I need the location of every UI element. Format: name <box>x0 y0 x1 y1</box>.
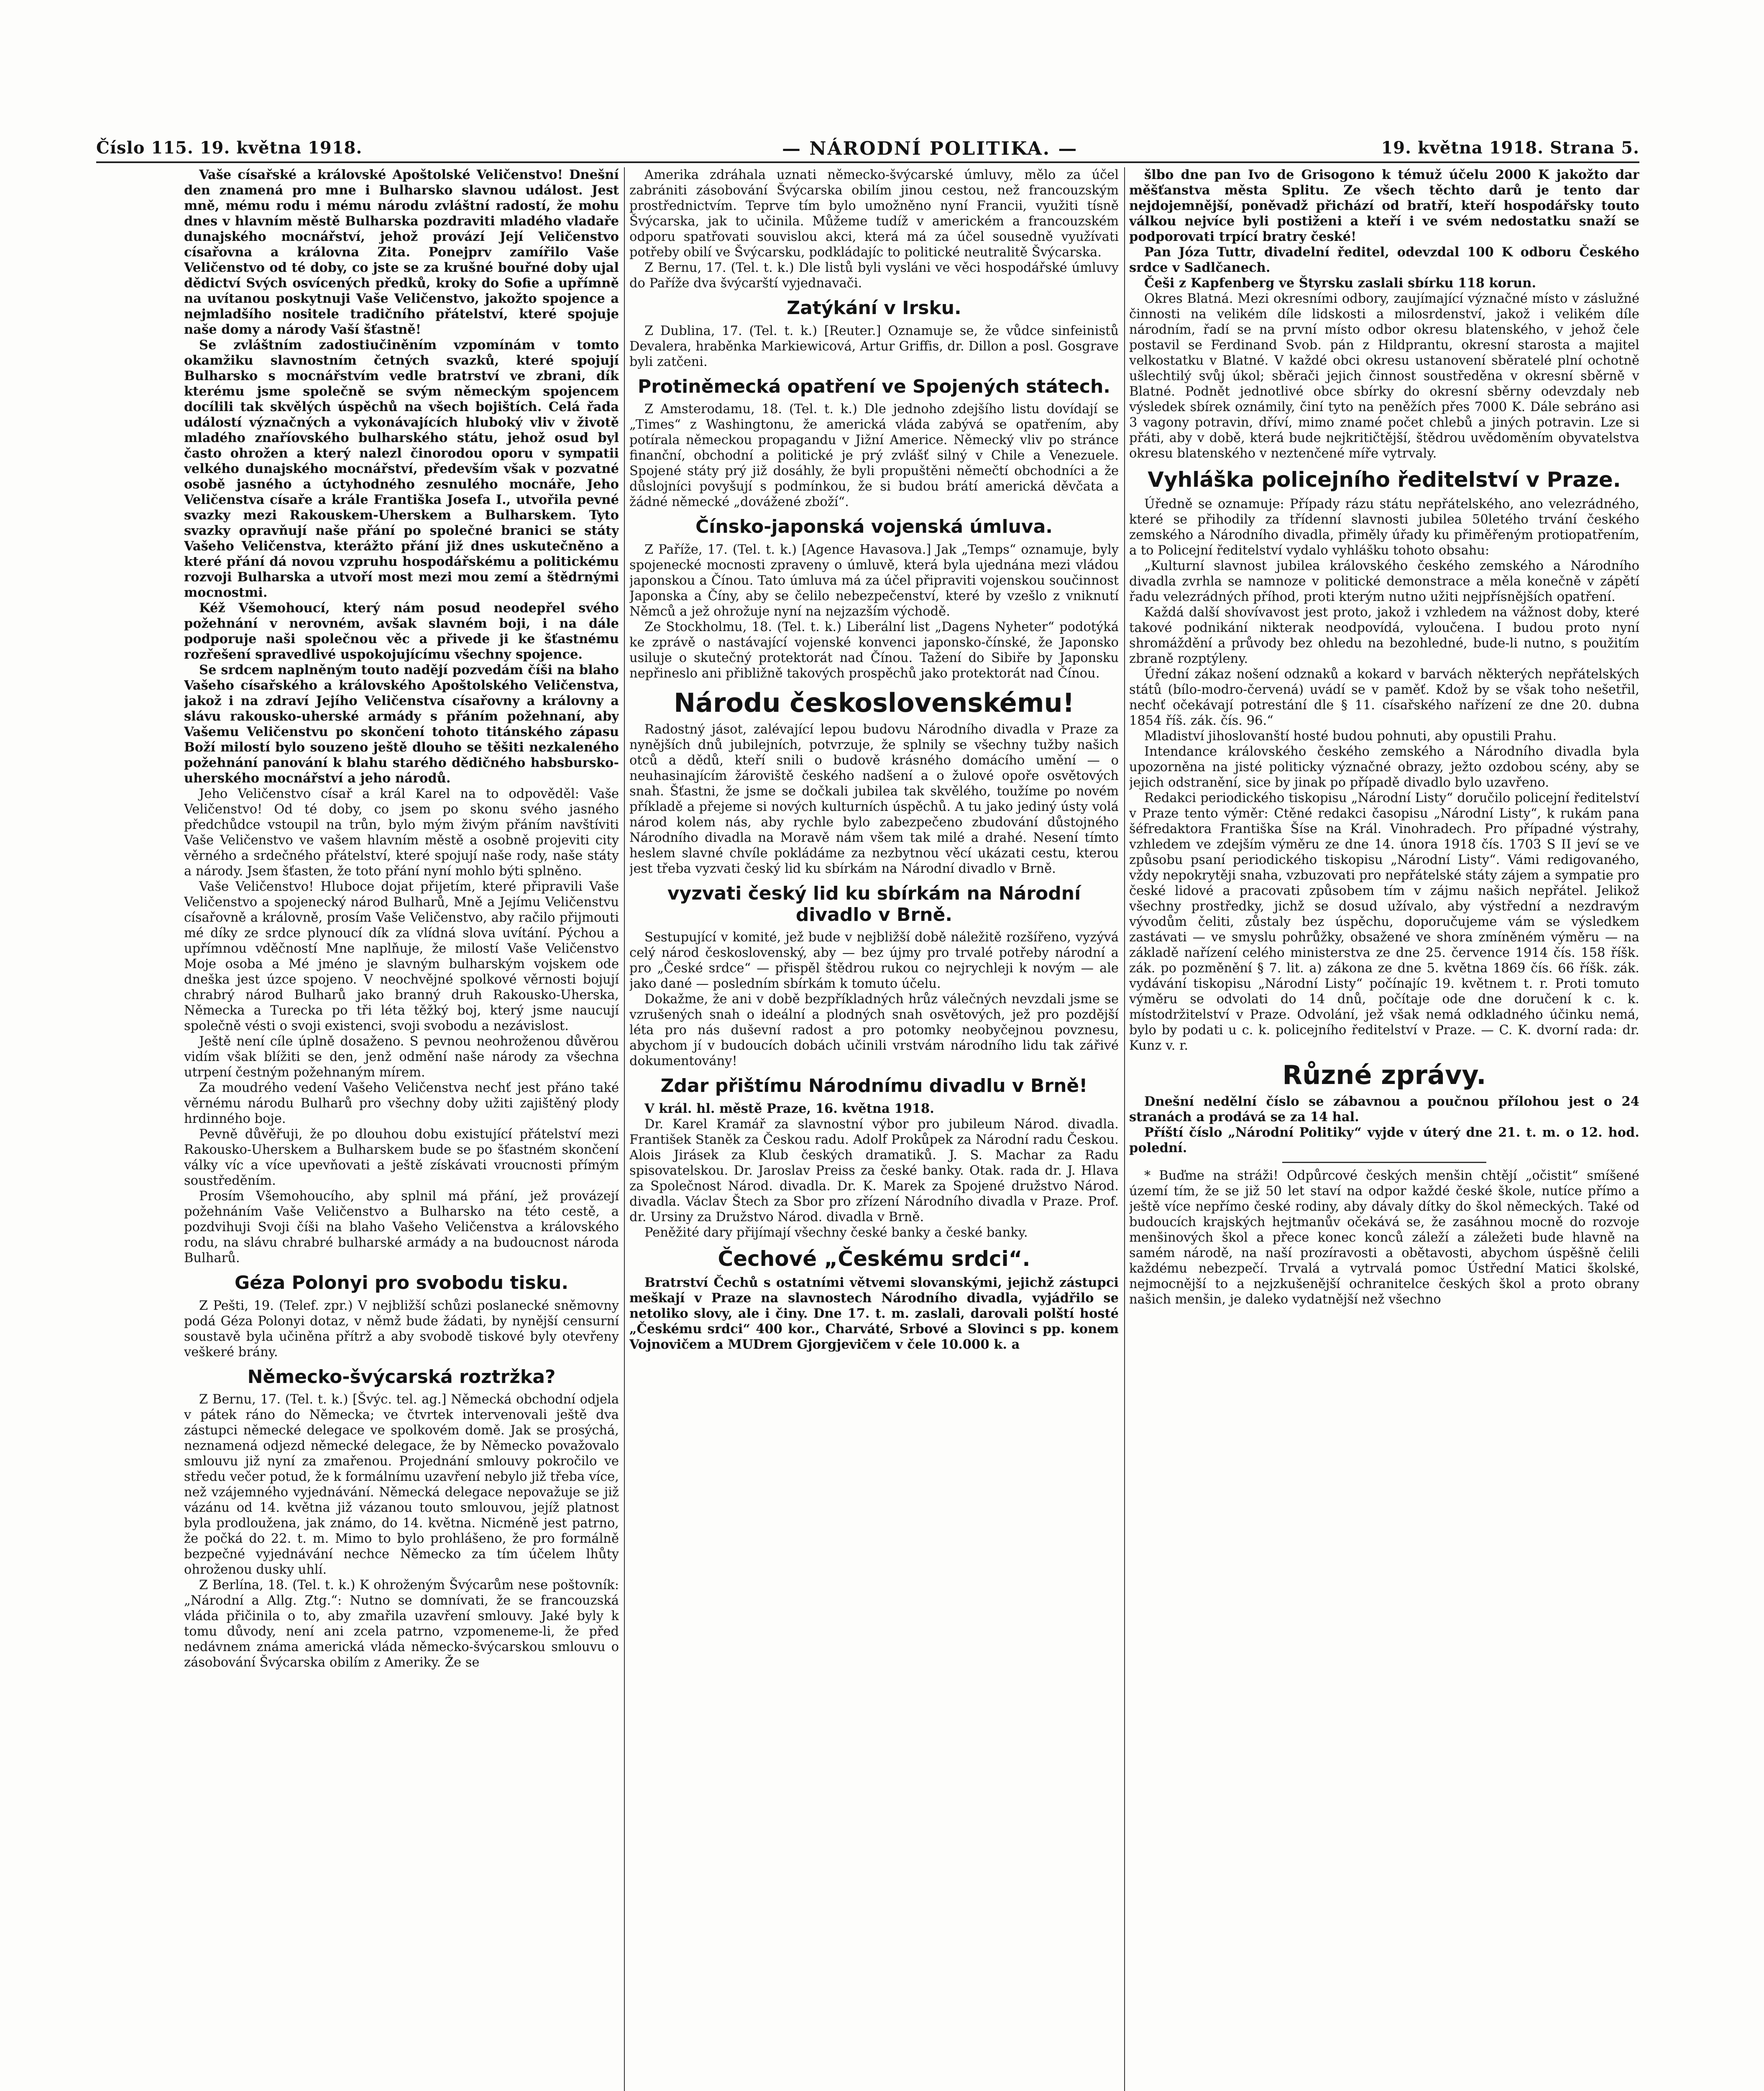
article-paragraph: Vaše Veličenstvo! Hluboce dojat přijetím, které připravili Vaše Veličenstvo a spojenecký národ Bulharů, Mně a Jejímu Veličenstvu císařovně a královně, prosím Vaše Veličenstvo, aby račilo přijmouti mé díky ze srdce plynoucí dík za vlídná slova uvítání. Pýchou a upřímnou vděčností Mne naplňuje, že milostí Vaše Veličenstvo Moje osoba a Mé jméno je slavným bulharským vojskem ode dneška jest úzce spojeno. V neochvějné spolkové věrnosti bojují chrabrý národ Bulharů jako branný druh Rakousko-Uherska, Německa a Turecka po tři léta těžký boj, který jsme naucují společně vésti o svoji existenci, svoji svobodu a nezávislost. <box>184 879 619 1033</box>
article-headline: Zdar přištímu Národnímu divadlu v Brně! <box>660 1075 1088 1097</box>
column-divider <box>1124 167 1125 2091</box>
article-paragraph: Sestupující v komité, jež bude v nejbližší době náležitě rozšířeno, vyzývá celý národ československý, aby — bez újmy pro trvalé potřeby národní a pro „České srdce“ — přispěl štědrou rukou co nejrychleji k novým — ale jako dané — posledním sbírkám k tomuto účelu. <box>629 930 1119 992</box>
article-paragraph: Ještě není cíle úplně dosaženo. S pevnou neohroženou důvěrou vidím však blížiti se den, jenž odmění naše národy za všechna utrpení čestným požehnaným mírem. <box>184 1034 619 1080</box>
article-headline: Čechové „Českému srdci“. <box>718 1246 1030 1271</box>
article-headline: Vyhláška policejního ředitelství v Praze. <box>1148 468 1621 492</box>
page-date-number: 19. května 1918. Strana 5. <box>1381 138 1639 158</box>
article-paragraph: Pan Józa Tuttr, divadelní ředitel, odevzdal 100 K odboru Českého srdce v Sadlčanech. <box>1129 245 1639 275</box>
article-paragraph: Se srdcem naplněným touto nadějí pozvedám číši na blaho Vašeho císařského a královského Apoštolského Veličenstva, jakož i na zdraví Jejího Veličenstva císařovny a královny a slávu rakousko-uherské armády s přáním požehnaní, aby Vašemu Veličenstvu po skončení tohoto titánského zápasu Boží milostí bylo souzeno ještě dlouho se těšiti nezkaleného požehnání panování k blahu starého dědičného habsbursko-uherského mocnářství a jeho národů. <box>184 662 619 786</box>
article-paragraph: V král. hl. městě Praze, 16. května 1918. <box>644 1101 934 1116</box>
article-paragraph: Kéž Všemohoucí, který nám posud neodepřel svého požehnání v nerovném, avšak slavném boji, i na dále podporuje naši společnou věc a přivede ji ke šťastnému rozřešení spravedlivé uspokojujícímu všechny spojence. <box>184 601 619 662</box>
article-paragraph: Jeho Veličenstvo císař a král Karel na to odpověděl: Vaše Veličenstvo! Od té doby, co jsem po skonu svého jasného předchůdce vstoupil na trůn, bylo mým živým přáním navštíviti Vaše Veličenstvo ve vašem hlavním městě a osobně projeviti city věrného a srdečného přátelství, které spojují naše rody, naše státy a národy. Jsem šťasten, že toto přání nyní mohlo býti splněno. <box>184 787 619 879</box>
article-paragraph: Příští číslo „Národní Politiky“ vyjde v úterý dne 21. t. m. o 12. hod. polední. <box>1129 1125 1639 1155</box>
article-headline: vyzvati český lid ku sbírkám na Národní divadlo v Brně. <box>667 883 1081 925</box>
article-headline: Německo-švýcarská roztržka? <box>247 1366 556 1388</box>
article-paragraph: Se zvláštním zadostiučiněním vzpomínám v tomto okamžiku slavnostním četných svazků, které spojují Bulharsko s mocnářstvím vedle bratrství ve zbrani, dík kterému jsme společně se svým německým spojencem docílili tak skvělých úspěchů na všech bojištích. Celá řada událostí význačných a vykonávajících hluboký vliv v životě mladého znaříovského bulharského státu, jehož osud byl často ohrožen a který nalezl činorodou oporu v sympatii velkého dunajského mocnářství, především však v pozvatné osobě jasného a úctyhodného zesnulého mocnáře, Jeho Veličenstva císaře a krále Františka Josefa I., utvořila pevné svazky mezi Rakouskem-Uherskem a Bulharskem. Tyto svazky opravňují naše přání po společné branici se státy Vašeho Veličenstva, kterážto přání již dnes uskutečněno a které přání dá novou vzpruhu hospodářskému a politickému rozvoji Bulharska a utvoří most mezi mou zemí a štědrnými mocnostmi. <box>184 337 619 600</box>
newspaper-title: — NÁRODNÍ POLITIKA. — <box>782 138 1078 159</box>
article-paragraph: Každá další shovívavost jest proto, jakož i vzhledem na vážnost doby, které takové podnikání nikterak neodpovídá, vyloučena. I budou proto nyní shromáždění a průvody bez ohledu na bezohledné, bude-li nutno, s použitím zbraně rozptýleny. <box>1129 605 1639 666</box>
article-paragraph: „Kulturní slavnost jubilea královského českého zemského a Národního divadla zvrhla se namnoze v politické demonstrace a měla konečně v zápětí řadu velezrádných příhod, proti kterým nutno užiti nejpřísnějších opatření. <box>1129 558 1639 604</box>
article-paragraph: Amerika zdráhala uznati německo-švýcarské úmluvy, mělo za účel zabrániti zásobování Švýcarska obilím jinou cestou, než francouzským prostřednictvím. Teprve tím bylo umožněno nyní Francii, využiti tísně Švýcarska, jak to učinila. Můžeme tudíž v americkém a francouzském odporu spatřovati souvislou akci, která má za účel sousedně využívati potřeby obilí ve Švýcarsku, podkládajíc to politické neutralitě Švýcarska. <box>629 168 1119 260</box>
article-paragraph: Z Pešti, 19. (Telef. zpr.) V nejbližší schůzi poslanecké sněmovny podá Géza Polonyi dotaz, v němž bude žádati, by nynější censurní soustavě byla učiněna přítrž a aby svobodě tiskové byly otevřeny veškeré brány. <box>184 1298 619 1360</box>
column-divider <box>624 167 625 2091</box>
article-paragraph: Pevně důvěřuji, že po dlouhou dobu existující přátelství mezi Rakousko-Uherskem a Bulharskem bude se po šťastném skončení války víc a více upevňovati a ještě získávati vroucnosti přímým soustředěním. <box>184 1127 619 1188</box>
article-paragraph: Ze Stockholmu, 18. (Tel. t. k.) Liberální list „Dagens Nyheter“ podotýká ke zprávě o nastávající vojenské konvenci japonsko-čínské, že Japonsko usiluje o skutečný protektorát nad Čínou. Tažení do Sibiře by Japonsku nepřineslo ani přibližně takových prospěchů jako protektorát nad Čínou. <box>629 619 1119 681</box>
article-paragraph: Mladiství jihoslovanští hosté budou pohnuti, aby opustili Prahu. <box>1144 729 1557 744</box>
article-paragraph: Úředně se oznamuje: Případy rázu státu nepřátelského, ano velezrádného, které se přihodily za třídenní slavnosti jubilea 50letého trvání českého zemského a Národního divadla, přiměly úřady ku přiměřeným protiopatřením, a to Policejní ředitelství vydalo vyhlášku tohoto obsahu: <box>1129 496 1639 558</box>
column-2 <box>629 167 1119 2091</box>
article-headline: Čínsko-japonská vojenská úmluva. <box>695 516 1053 538</box>
article-paragraph: Z Bernu, 17. (Tel. t. k.) Dle listů byli vysláni ve věci hospodářské úmluvy do Paříže dva švýcarští vyjednavači. <box>629 261 1119 291</box>
article-paragraph: Češi z Kapfenberg ve Štyrsku zaslali sbírku 118 korun. <box>1144 276 1536 291</box>
article-paragraph: Redakci periodického tiskopisu „Národní Listy“ doručilo policejní ředitelství v Praze tento výměr: Ctěné redakci časopisu „Národní Listy“, k rukám pana šéfredaktora Františka Šíse na Král. Vinohradech. Pro případné výstrahy, vzhledem ve zdejším výměru ze dne 14. února 1918 čís. 1703 S II jeví se ve způsobu psaní periodického tiskopisu „Národní Listy“. Vámi redigovaného, vždy nepokrytěji snaha, vzbuzovati pro nepřátelské státy zájem a sympatie pro české lidové a pracovati způsobem tím v zájmu našich nepřátel. Jelikož všechny prostředky, jichž se dosud užívalo, aby výstřední a nezdravým vývodům čeliti, zůstaly bez úspěchu, doporučujeme vám se výsledkem zastávati — ve smyslu pohrůžky, obsažené ve shora zmíněném výměru — na základě nařízení celého ministerstva ze dne 25. července 1914 čís. 158 říšk. zák. po pozměnění § 7. lit. a) zákona ze dne 5. května 1869 čís. 66 říšk. zák. vydávání tiskopisu „Národní Listy“ počínajíc 19. květnem t. r. Proti tomuto výměru se odvolati do 14 dnů, počítaje ode dne doručení k c. k. místodržitelství v Praze. Odvolání, jež však nemá odkladného účinku nemá, bylo by podati u c. k. policejního ředitelství v Praze. — C. K. dvorní rada: dr. Kunz v. r. <box>1129 790 1639 1053</box>
article-paragraph: Okres Blatná. Mezi okresními odbory, zaujímající význačné místo v záslužné činnosti na velikém díle lidskosti a milosrdenství, jakož i velikém díle národním, řadí se na první místo odbor okresu blatenského, v jehož čele postavil se Ferdinand Svob. pán z Hildprantu, okresní starosta a majitel velkostatku v Blatné. V každé obci okresu ustanovení sběratelé plní ochotně ušlechtilý svůj úkol; sběrači jejich činnost soustředěna v okresní sběrně v Blatné. Podnět jednotlivé obce sbírky do okresní sběrny odevzdaly neb výsledek sbírek oznámily, činí tyto na peněžích přes 7000 K. Dále sebráno asi 3 vagony potravin, dříví, mimo znamé počet chlebů a jiných potravin. Lze si přáti, aby v době, která bude nejkritičtější, štědrou uvědoměním obyvatelstva okresu blatenského v neztenčené míře vytrvaly. <box>1129 291 1639 461</box>
article-paragraph: Radostný jásot, zalévající lepou budovu Národního divadla v Praze za nynějších dnů jubilejních, potvrzuje, že splnily se všechny tužby našich otců a dědů, kteří snili o budově krásného domácího umění — o neuhasinajícím žároviště českého nadšení a o žulové opoře osvětových snah. Šťastni, že jsme se dočkali jubilea tak skvělého, toužíme po novém příkladě a přejeme si nových kulturních úspěchů. A tu jako jediný ústy volá národ kolem nás, aby rychle bylo zabezpečeno zbudování důstojného Národního divadla na Moravě nám všem tak milé a drahé. Nesení tímto heslem slavné chvíle pokládáme za nezbytnou věcí ukázati cestu, kterou jest třeba vyzvati český lid ku sbírkám na Národní divadlo v Brně. <box>629 722 1119 877</box>
article-headline: Géza Polonyi pro svobodu tisku. <box>234 1272 569 1293</box>
article-paragraph: Za moudrého vedení Vašeho Veličenstva nechť jest přáno také věrnému národu Bulharů pro všechny doby užiti zajištěný plody hrdinného boje. <box>184 1081 619 1126</box>
masthead <box>96 138 1639 168</box>
article-headline: Národu československému! <box>674 687 1074 718</box>
section-separator <box>1282 1162 1486 1163</box>
masthead-rule <box>96 161 1639 163</box>
article-headline: Zatýkání v Irsku. <box>787 297 961 319</box>
article-paragraph: * Buďme na stráži! Odpůrcové českých menšin chtějí „očistit“ smíšené území tím, že se již 50 let staví na odpor každé české škole, nutíce přímo a ještě více nepřímo české rodiny, aby dávaly dítky do škol německých. Také od budoucích krajských hejtmanův očekává se, že zasáhnou mocně do rozvoje menšinových škol a přece konec konců záleží a záležeti bude hlavně na samém národě, na naší prozíravosti a obětavosti, abychom úspěšně čelili každému nebezpečí. Trvalá a vytrvalá pomoc Ústřední Matici školské, nejmocnější to a nejzkušenější ochranitelce českých škol a proto obrany našich menšin, je daleko vydatnější než všechno <box>1129 1168 1639 1307</box>
article-paragraph: Prosím Všemohoucího, aby splnil má přání, jež provázejí požehnáním Vaše Veličenstvo a Bulharsko na této cestě, a pozdvihuji Svoji číši na blaho Vašeho Veličenstva a královského rodu, na slávu chrabré bulharské armády a na budoucnost národa Bulharů. <box>184 1189 619 1265</box>
article-paragraph: Z Berlína, 18. (Tel. t. k.) K ohroženým Švýcarům nese poštovník: „Národní a Allg. Ztg.“: Nutno se domnívati, že se francouzská vláda přičinila o to, aby zmařila uzavření smlouvy. Jaké byly k tomu důvody, není ani zcela patrno, vzpomeneme-li, že před nedávnem známa americká vláda německo-švýcarskou smlouvu o zásobování Švýcarska obilím z Ameriky. Že se <box>184 1578 619 1670</box>
article-paragraph: Dokažme, že ani v době bezpříkladných hrůz válečných nevzdali jsme se vzrušených snah o ideální a plodných snah osvětových, jež pro pozdější léta pro nás duševní radost a pro potomky neobyčejnou povznesu, abychom jí v budoucích dobách učinili vrstvám národního lidu tak zářivé dokumentovány! <box>629 992 1119 1069</box>
article-paragraph: Vaše císařské a královské Apoštolské Veličenstvo! Dnešní den znamená pro mne i Bulharsko slavnou událost. Jest mně, mému rodu i mému národu zvláštní radostí, že mohu dnes v hlavním městě Bulharska pozdraviti mladého vladaře dunajského mocnářství, jehož provází Její Veličenstvo císařovna a královna Zita. Ponejprv zamířilo Vaše Veličenstvo od té doby, co jste se za krušné bouřné doby ujal dědictví Svých osvícených předků, kroky do Sofie a upřímně na uvítanou poskytnuji Vaše Veličenstvo, jakožto spojence a nejmladšího nositele tradičního přátelství, které spojuje naše domy a národy Vaší šťastně! <box>184 167 619 337</box>
article-paragraph: Dr. Karel Kramář za slavnostní výbor pro jubileum Národ. divadla. František Staněk za Českou radu. Adolf Prokůpek za Národní radu Českou. Alois Jirásek za Klub českých dramatiků. J. S. Machar za Radu spisovatelskou. Dr. Jaroslav Preiss za české banky. Otak. rada dr. J. Hlava za Společnost Národ. divadla. Dr. K. Marek za Spojené družstvo Národ. divadla. Václav Štech za Sbor pro zřízení Národního divadla v Praze. Prof. dr. Ursiny za Družstvo Národ. divadla v Brně. <box>629 1117 1119 1224</box>
article-paragraph: Z Dublina, 17. (Tel. t. k.) [Reuter.] Oznamuje se, že vůdce sinfeinistů Devalera, hraběnka Markiewicová, Artur Griffis, dr. Dillon a posl. Gosgrave byli zatčeni. <box>629 323 1119 369</box>
article-paragraph: Dnešní nedělní číslo se zábavnou a poučnou přílohou jest o 24 stranách a prodává se za 14 hal. <box>1129 1094 1639 1125</box>
article-paragraph: Z Amsterodamu, 18. (Tel. t. k.) Dle jednoho zdejšího listu dovídají se „Times“ z Washingtonu, že americká vláda zabývá se opatřením, aby potírala německou propagandu v Jižní Americe. Německý vliv po stránce finanční, obchodní a politické je prý zvlášť silný v Chile a Venezuele. Spojené státy prý již dosáhly, že byli propuštěni němečtí obchodníci a že důslojníci povyšují s podmínkou, že si budou brátí americká děvčata a žádné německé „dovážené zboží“. <box>629 402 1119 510</box>
column-1 <box>184 167 619 2091</box>
issue-number-date: Číslo 115. 19. května 1918. <box>96 138 363 158</box>
column-3 <box>1129 167 1639 2091</box>
article-paragraph: Intendance královského českého zemského a Národního divadla byla upozorněna na jisté politicky význačné obrazy, ježto ozdobou scény, aby se jejich odstranění, sice by jinak po případě divadlo bylo uzavřeno. <box>1129 744 1639 790</box>
article-paragraph: Z Paříže, 17. (Tel. t. k.) [Agence Havasova.] Jak „Temps“ oznamuje, byly spojenecké mocnosti zpraveny o úmluvě, která byla ujednána mezi vládou japonskou a Čínou. Tato úmluva má za účel připraviti vojenskou součinnost Japonska a Číny, aby se čelilo nebezpečenství, které by vzešlo z vniknutí Němců a jež ohrožuje nyní na nejzazším východě. <box>629 542 1119 619</box>
article-paragraph: Bratrství Čechů s ostatními větvemi slovanskými, jejichž zástupci meškají v Praze na slavnostech Národního divadla, vyjádřilo se netoliko slovy, ale i činy. Dne 17. t. m. zaslali, darovali polští hosté „Českému srdci“ 400 kor., Charváté, Srbové a Slovinci s pp. konem Vojnovičem a MUDrem Gjorgjevičem v čele 10.000 k. a <box>629 1275 1119 1352</box>
article-headline: Různé zprávy. <box>1282 1059 1486 1090</box>
article-paragraph: Úřední zákaz nošení odznaků a kokard v barvách některých nepřátelských států (bílo-modro-červená) uvádí se v paměť. Kdož by se však toho nešetřil, nechť očekávají potrestání dle § 11. císařského nařízení ze dne 20. dubna 1854 říš. zák. čís. 96.“ <box>1129 667 1639 728</box>
article-paragraph: šlbo dne pan Ivo de Grisogono k témuž účelu 2000 K jakožto dar měšťanstva města Splitu. Ze všech těchto darů je tento dar nejdojemnější, poněvadž přichází od bratří, kteří hospodářsky touto válkou nejvíce byli postiženi a kteří i ve svém nedostatku snaží se podporovati trpící bratry české! <box>1129 167 1639 244</box>
article-paragraph: Peněžité dary přijímají všechny české banky a české banky. <box>644 1225 1028 1240</box>
article-paragraph: Z Bernu, 17. (Tel. t. k.) [Švýc. tel. ag.] Německá obchodní odjela v pátek ráno do Německa; ve čtvrtek intervenovali ještě dva zástupci německé delegace ve spolkovém domě. Jak se prosýchá, neznamená odjezd německé delegace, že by Německo považovalo smlouvu již nyní za zmařenou. Projednání smlouvy pokročilo ve středu večer potud, že k formálnímu uzavření nebylo již třeba více, než vzájemného vyjednávání. Německá delegace nepovažuje se již vázánu od 14. května již vázanou touto smlouvou, jejíž platnost byla prodloužena, jak známo, do 14. května. Nicméně jest patrno, že počká do 22. t. m. Mimo to bylo prohlášeno, že pro formálně bezpečné vyjednávání nechce Německo za tím účelem lhůty ohroženou dusky uhlí. <box>184 1392 619 1577</box>
article-headline: Protiněmecká opatření ve Spojených státech. <box>637 376 1111 397</box>
